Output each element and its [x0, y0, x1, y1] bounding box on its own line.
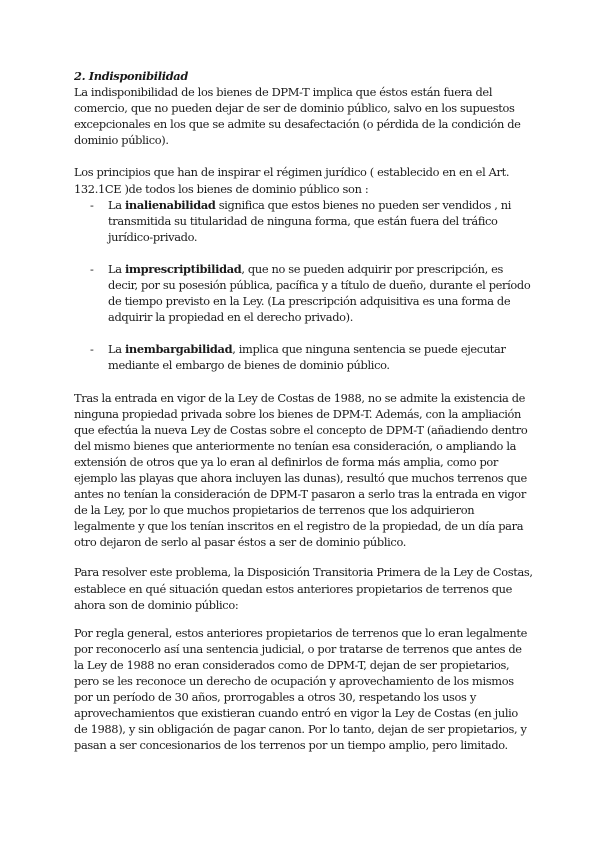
bullet-dash: - — [90, 261, 94, 276]
principle-item — [74, 197, 534, 245]
principle-item — [74, 261, 534, 325]
principles-list — [74, 197, 534, 374]
principle-text: significa que estos bienes no pueden ser vendidos , ni transmitida su titularidad de ninguna forma, que están fuera del tráfico jurídico-privado. — [108, 197, 512, 244]
principle-term: inalienabilidad — [124, 197, 216, 212]
principles-lead-paragraph: Los principios que han de inspirar el régimen jurídico ( establecido en en el Art. 132.1CE )de todos los bienes de dominio público son : — [74, 165, 510, 196]
principle-term: imprescriptibilidad — [124, 261, 242, 276]
document-page — [74, 68, 534, 753]
principle-prefix: La — [108, 197, 125, 212]
bullet-dash: - — [90, 342, 94, 357]
principle-prefix: La — [108, 261, 125, 276]
section-heading: 2. Indisponibilidad — [74, 69, 188, 83]
intro-paragraph: La indisponibilidad de los bienes de DPM-T implica que éstos están fuera del comercio, que no pueden dejar de ser de dominio público, salvo en los supuestos excepcionales en los que se admite su desafectación (o pérdida de la condición de dominio público). — [74, 85, 521, 148]
disposicion-paragraph: Para resolver este problema, la Disposición Transitoria Primera de la Ley de Costas, establece en qué situación quedan estos anteriores propietarios de terrenos que ahora son de dominio público: — [74, 565, 533, 612]
regla-general-paragraph: Por regla general, estos anteriores propietarios de terrenos que lo eran legalmente por reconocerlo así una sentencia judicial, o por tratarse de terrenos que antes de la Ley de 1988 no eran considerados como de DPM-T, dejan de ser propietarios, pero se les reconoce un derecho de ocupación y aprovechamiento de los mismos por un período de 30 años, prorrogables a otros 30, respetando los usos y aprovechamientos que existieran cuando entró en vigor la Ley de Costas (en julio de 1988), y sin obligación de pagar canon. Por lo tanto, dejan de ser propietarios, y pasan a ser concesionarios de los terrenos por un tiempo amplio, pero limitado. — [74, 625, 528, 753]
principle-text: , que no se pueden adquirir por prescripción, es decir, por su posesión pública, pacífica y a título de dueño, durante el período de tiempo previsto en la Ley. (La prescripción adquisitiva es una forma de adquirir la propiedad en el derecho privado). — [108, 261, 531, 325]
principle-text: , implica que ninguna sentencia se puede ejecutar mediante el embargo de bienes de dominio público. — [108, 342, 506, 373]
principle-term: inembargabilidad — [124, 342, 233, 357]
ley-costas-paragraph: Tras la entrada en vigor de la Ley de Costas de 1988, no se admite la existencia de ninguna propiedad privada sobre los bienes de DPM-T. Además, con la ampliación que efectúa la nueva Ley de Costas sobre el concepto de DPM-T (añadiendo dentro del mismo bienes que anteriormente no tenían esa consideración, o ampliando la extensión de otros que ya lo eran al definirlos de forma más amplia, como por ejemplo las playas que ahora incluyen las dunas), resultó que muchos terrenos que antes no tenían la consideración de DPM-T pasaron a serlo tras la entrada en vigor de la Ley, por lo que muchos propietarios de terrenos que los adquirieron legalmente y que los tenían inscritos en el registro de la propiedad, de un día para otro dejaron de serlo al pasar éstos a ser de dominio público. — [74, 390, 528, 550]
principle-prefix: La — [108, 342, 125, 357]
principle-item — [74, 341, 534, 373]
bullet-dash: - — [90, 197, 94, 212]
